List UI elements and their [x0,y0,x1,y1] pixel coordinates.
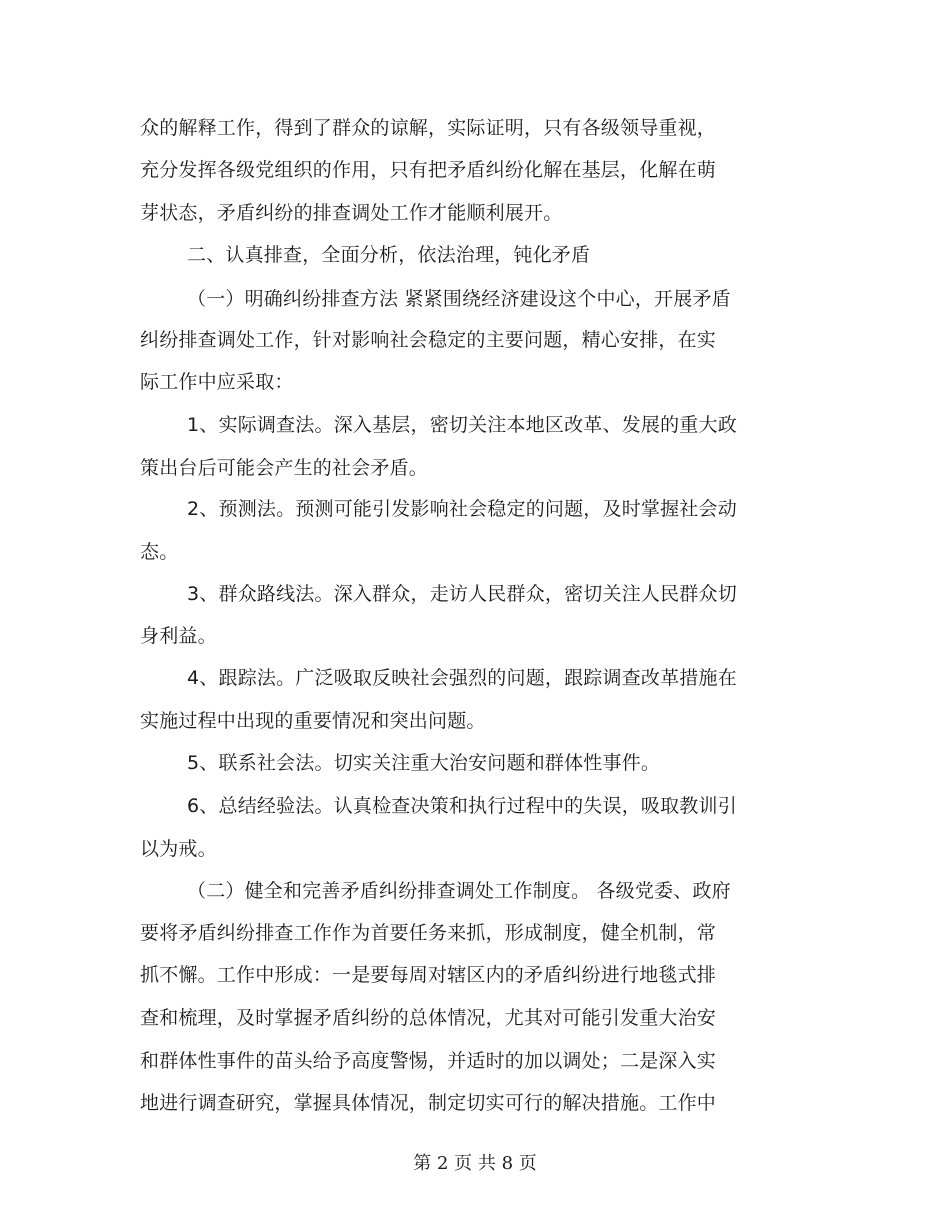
text-line: 要将矛盾纠纷排查工作作为首要任务来抓，形成制度，健全机制，常 [140,922,717,944]
list-item: 4、跟踪法。广泛吸取反映社会强烈的问题，跟踪调查改革措施在 [187,667,737,689]
text-line: 策出台后可能会产生的社会矛盾。 [140,457,429,479]
text-line: 以为戒。 [140,838,217,860]
text-line: 纠纷排查调处工作，针对影响社会稳定的主要问题，精心安排，在实 [140,329,717,351]
list-item: 2、预测法。预测可能引发影响社会稳定的问题，及时掌握社会动 [187,498,737,520]
list-item: 3、群众路线法。深入群众，走访人民群众，密切关注人民群众切 [187,583,737,605]
text-line: 查和梳理，及时掌握矛盾纠纷的总体情况，尤其对可能引发重大治安 [140,1007,717,1029]
text-line: 际工作中应采取： [140,371,294,393]
list-item: 6、总结经验法。认真检查决策和执行过程中的失误，吸取教训引 [187,795,737,817]
subsection-heading: （一）明确纠纷排查方法 紧紧围绕经济建设这个中心，开展矛盾 [187,288,731,310]
list-item: 5、联系社会法。切实关注重大治安问题和群体性事件。 [187,752,661,774]
text-line: 身利益。 [140,625,217,647]
text-line: 地进行调查研究，掌握具体情况，制定切实可行的解决措施。工作中 [140,1092,717,1114]
subsection-heading: （二）健全和完善矛盾纠纷排查调处工作制度。 各级党委、政府 [187,880,731,902]
text-line: 充分发挥各级党组织的作用，只有把矛盾纠纷化解在基层，化解在萌 [140,159,717,181]
text-line: 态。 [140,541,179,563]
section-heading: 二、认真排查，全面分析，依法治理，钝化矛盾 [187,244,591,266]
text-line: 和群体性事件的苗头给予高度警惕，并适时的加以调处；二是深入实 [140,1050,717,1072]
page-number: 第 2 页 共 8 页 [413,1153,537,1174]
text-line: 众的解释工作，得到了群众的谅解，实际证明，只有各级领导重视， [140,117,717,139]
list-item: 1、实际调查法。深入基层，密切关注本地区改革、发展的重大政 [187,414,737,436]
text-line: 抓不懈。工作中形成：一是要每周对辖区内的矛盾纠纷进行地毯式排 [140,964,717,986]
text-line: 实施过程中出现的重要情况和突出问题。 [140,710,486,732]
text-line: 芽状态，矛盾纠纷的排查调处工作才能顺利展开。 [140,202,563,224]
